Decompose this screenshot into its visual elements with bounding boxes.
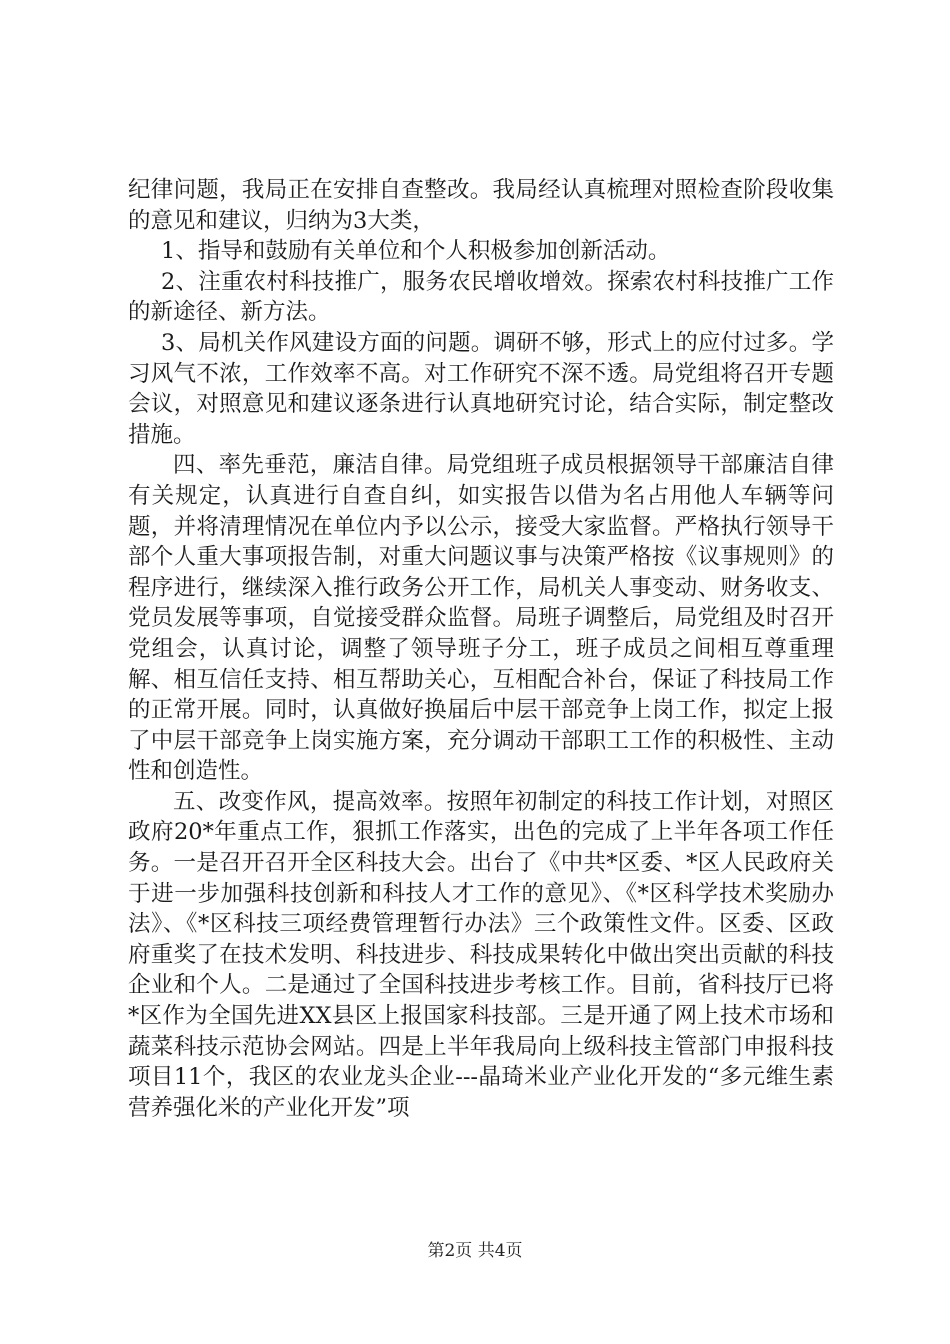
paragraph-section-4: 四、率先垂范，廉洁自律。局党组班子成员根据领导干部廉洁自律有关规定，认真进行自查自纠，如实报告以借为名占用他人车辆等问题，并将清理情况在单位内予以公示，接受大家监督。严格执行领导干部个人重大事项报告制，对重大问题议事与决策严格按《议事规则》的程序进行，继续深入推行政务公开工作，局机关人事变动、财务收支、党员发展等事项，自觉接受群众监督。局班子调整后，局党组及时召开党组会，认真讨论，调整了领导班子分工，班子成员之间相互尊重理解、相互信任支持、相互帮助关心，互相配合补台，保证了科技局工作的正常开展。同时，认真做好换届后中层干部竞争上岗工作，拟定上报了中层干部竞争上岗实施方案，充分调动干部职工工作的积极性、主动性和创造性。 (128, 452, 834, 785)
paragraph-continuation: 纪律问题，我局正在安排自查整改。我局经认真梳理对照检查阶段收集的意见和建议，归纳为3大类， (128, 177, 834, 234)
page-footer: 第2页 共4页 (427, 1241, 523, 1261)
document-body (128, 175, 834, 1123)
paragraph-item-1: 1、指导和鼓励有关单位和个人积极参加创新活动。 (161, 238, 671, 265)
paragraph-item-3: 3、局机关作风建设方面的问题。调研不够，形式上的应付过多。学习风气不浓，工作效率不高。对工作研究不深不透。局党组将召开专题会议，对照意见和建议逐条进行认真地研究讨论，结合实际，制定整改措施。 (128, 329, 834, 448)
paragraph-section-5: 五、改变作风，提高效率。按照年初制定的科技工作计划，对照区政府20*年重点工作，狠抓工作落实，出色的完成了上半年各项工作任务。一是召开召开全区科技大会。出台了《中共*区委、*区人民政府关于进一步加强科技创新和科技人才工作的意见》、《*区科学技术奖励办法》、《*区科技三项经费管理暂行办法》三个政策性文件。区委、区政府重奖了在技术发明、科技进步、科技成果转化中做出突出贡献的科技企业和个人。二是通过了全国科技进步考核工作。目前，省科技厅已将*区作为全国先进XX县区上报国家科技部。三是开通了网上技术市场和蔬菜科技示范协会网站。四是上半年我局向上级科技主管部门申报科技项目11个，我区的农业龙头企业---晶琦米业产业化开发的“多元维生素营养强化米的产业化开发”项 (128, 788, 834, 1121)
paragraph-item-2: 2、注重农村科技推广，服务农民增收增效。探索农村科技推广工作的新途径、新方法。 (128, 268, 834, 326)
